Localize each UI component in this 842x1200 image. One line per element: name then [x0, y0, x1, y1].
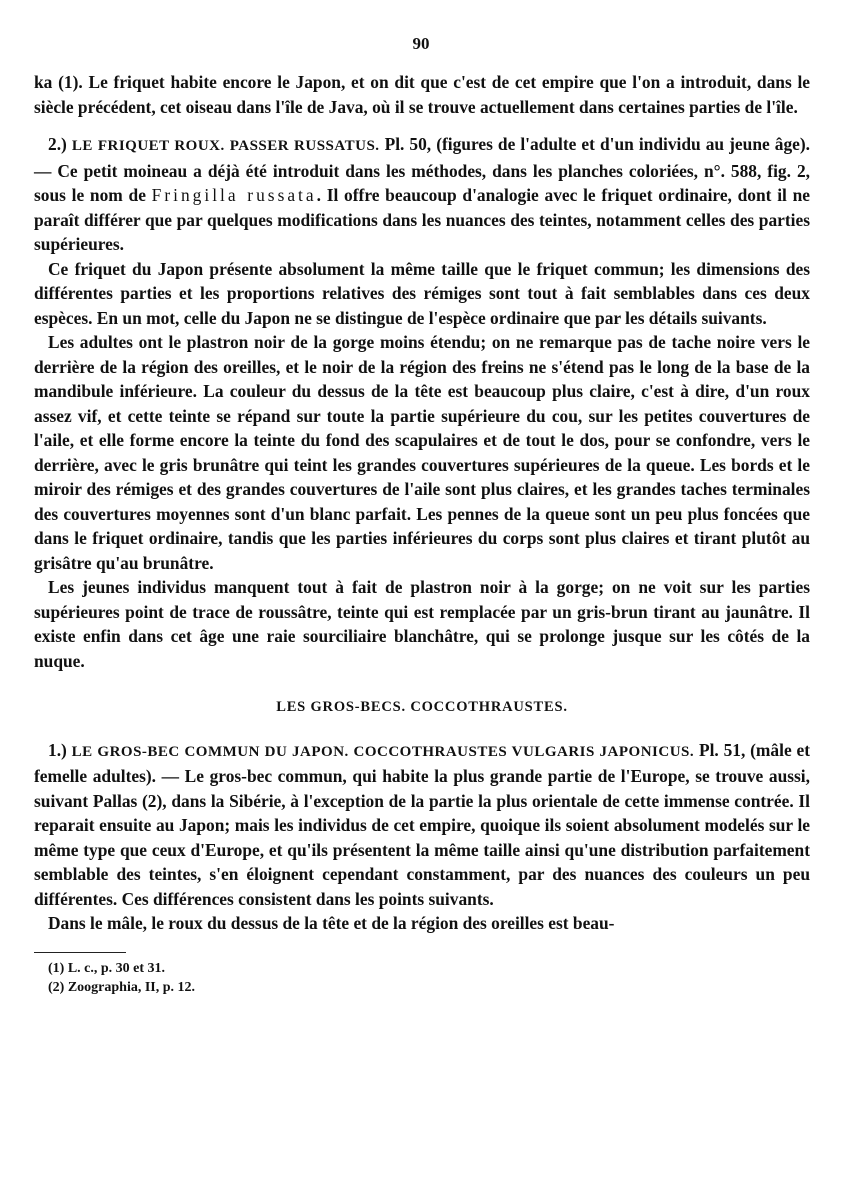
paragraph-friquet-roux [34, 132, 810, 257]
entry-title: LE GROS-BEC COMMUN DU JAPON. COCCOTHRAUSTES VULGARIS JAPONICUS. [71, 743, 695, 760]
footnote-divider [34, 952, 126, 953]
species-name: Fringilla russata [151, 185, 317, 205]
entry-text: Pl. 50, (figures de l'adulte et d'un individu au jeune âge). — Ce petit moineau a déjà été introduit dans les méthodes, dans les planches coloriées, n°. 588, fig. 2, sous le nom de [34, 134, 810, 205]
paragraph-young: Les jeunes individus manquent tout à fait de plastron noir à la gorge; on ne voit sur les parties supérieures point de trace de roussâtre, teinte qui est remplacée par un gris-brun tirant au jaunâtre. Il existe enfin dans cet âge une raie sourciliaire blanchâtre, qui se prolonge jusque sur les côtés de la nuque. [34, 577, 810, 671]
entry-number: 2.) [48, 134, 67, 154]
entry-text: Pl. 51, (mâle et femelle adultes). — Le gros-bec commun, qui habite la plus grande partie de l'Europe, se trouve aussi, suivant Pallas (2), dans la Sibérie, à l'exception de la partie la plus orientale de cette immense contrée. Il reparait ensuite au Japon; mais les individus de cet empire, quoique ils soient absolument modelés sur le même type que ceux d'Europe, et qu'ils présentent la même taille ainsi qu'une distribution parfaitement semblable des teintes, s'en éloignent cependant constamment, par des nuances des couleurs un peu différentes. Ces différences consistent dans les points suivants. [34, 739, 810, 909]
section-heading: LES GROS-BECS. COCCOTHRAUSTES. [276, 699, 568, 715]
paragraph-gros-bec [34, 738, 810, 912]
footnote: (1) L. c., p. 30 et 31. [48, 960, 166, 976]
entry-text-continued: . Il offre beaucoup d'analogie avec le friquet ordinaire, dont il ne paraît différer que par quelques modifications dans les nuances des teintes, notamment celles des parties supérieures. [34, 185, 811, 254]
page-body [34, 70, 810, 997]
entry-number: 1.) [48, 739, 67, 760]
footnotes [34, 959, 810, 997]
paragraph-friquet-continued: ka (1). Le friquet habite encore le Japon, et on dit que c'est de cet empire que l'on a introduit, dans le siècle précédent, cet oiseau dans l'île de Java, où il se trouve actuellement dans certaines parties de l'île. [34, 72, 810, 117]
footnote: (2) Zoographia, II, p. 12. [48, 979, 196, 995]
paragraph-comparison: Ce friquet du Japon présente absolument la même taille que le friquet commun; les dimensions des différentes parties et les proportions relatives des rémiges sont tout à fait semblables dans ces deux espèces. En un mot, celle du Japon ne se distingue de l'espèce ordinaire que par les détails suivants. [34, 258, 810, 328]
paragraph-adults: Les adultes ont le plastron noir de la gorge moins étendu; on ne remarque pas de tache noire vers le derrière de la région des oreilles, et le noir de la région des freins ne s'étend pas le long de la base de la mandibule inférieure. La couleur du dessus de la tête est beaucoup plus claire, c'est à dire, d'un roux assez vif, et cette teinte se répand sur toute la partie supérieure du cou, sur les petites couvertures de l'aile, et elle forme encore la teinte du fond des scapulaires et de tout le dos, pour se confondre, vers le derrière, avec le gris brunâtre qui teint les grandes couvertures supérieures de la queue. Les bords et le miroir des rémiges et des grandes couvertures de l'aile sont plus claires, et les grandes taches terminales des couvertures moyennes sont d'un blanc parfait. Les pennes de la queue sont un peu plus foncées que dans le friquet ordinaire, tandis que les parties inférieures du corps sont plus claires et tirant plutôt au grisâtre qu'au brunâtre. [34, 332, 810, 573]
page-number: 90 [412, 34, 430, 53]
paragraph-male: Dans le mâle, le roux du dessus de la tête et de la région des oreilles est beau- [48, 913, 615, 933]
entry-title: LE FRIQUET ROUX. PASSER RUSSATUS. [71, 138, 380, 154]
